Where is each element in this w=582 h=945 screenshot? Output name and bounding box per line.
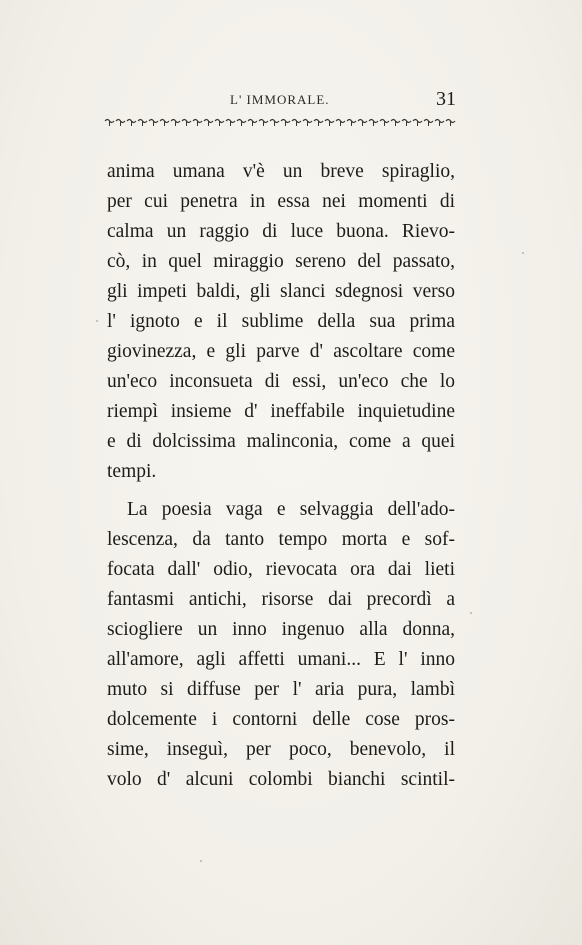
- text-line: all'amore, agli affetti umani... E l' inno: [107, 649, 455, 670]
- text-line: tempi.: [107, 461, 157, 482]
- text-line: fantasmi antichi, risorse dai precordì a: [107, 589, 455, 610]
- text-line: per cui penetra in essa nei momenti di: [107, 191, 455, 212]
- decorative-rule: [104, 118, 456, 128]
- paper-speck: [470, 612, 472, 614]
- paper-speck: [522, 252, 524, 254]
- text-line: gli impeti baldi, gli slanci sdegnosi verso: [107, 281, 455, 302]
- text-line: dolcemente i contorni delle cose pros-: [107, 709, 455, 730]
- page-number: 31: [436, 88, 456, 110]
- paper-speck: [200, 860, 202, 862]
- paper-speck: [96, 320, 98, 322]
- text-line: riempì insieme d' ineffabile inquietudine: [107, 401, 455, 422]
- text-line: focata dall' odio, rievocata ora dai lieti: [107, 559, 455, 580]
- text-line: anima umana v'è un breve spiraglio,: [107, 161, 455, 182]
- ornament-border-icon: [104, 118, 456, 128]
- text-line: un'eco inconsueta di essi, un'eco che lo: [107, 371, 455, 392]
- text-line: l' ignoto e il sublime della sua prima: [107, 311, 455, 332]
- text-line: e di dolcissima malinconia, come a quei: [107, 431, 455, 452]
- body-text: [107, 157, 455, 795]
- text-line: sciogliere un inno ingenuo alla donna,: [107, 619, 455, 640]
- text-line: muto si diffuse per l' aria pura, lambì: [107, 679, 455, 700]
- running-head-title: L' IMMORALE.: [230, 92, 330, 107]
- text-line: volo d' alcuni colombi bianchi scintil-: [107, 769, 455, 790]
- text-line: La poesia vaga e selvaggia dell'ado-: [127, 499, 455, 520]
- running-head: [104, 88, 456, 112]
- text-line: giovinezza, e gli parve d' ascoltare come: [107, 341, 455, 362]
- text-line: sime, inseguì, per poco, benevolo, il: [107, 739, 455, 760]
- text-line: calma un raggio di luce buona. Rievo-: [107, 221, 455, 242]
- text-line: cò, in quel miraggio sereno del passato,: [107, 251, 455, 272]
- text-line: lescenza, da tanto tempo morta e sof-: [107, 529, 455, 550]
- paragraph-1: [107, 157, 455, 487]
- paragraph-2: [107, 495, 455, 795]
